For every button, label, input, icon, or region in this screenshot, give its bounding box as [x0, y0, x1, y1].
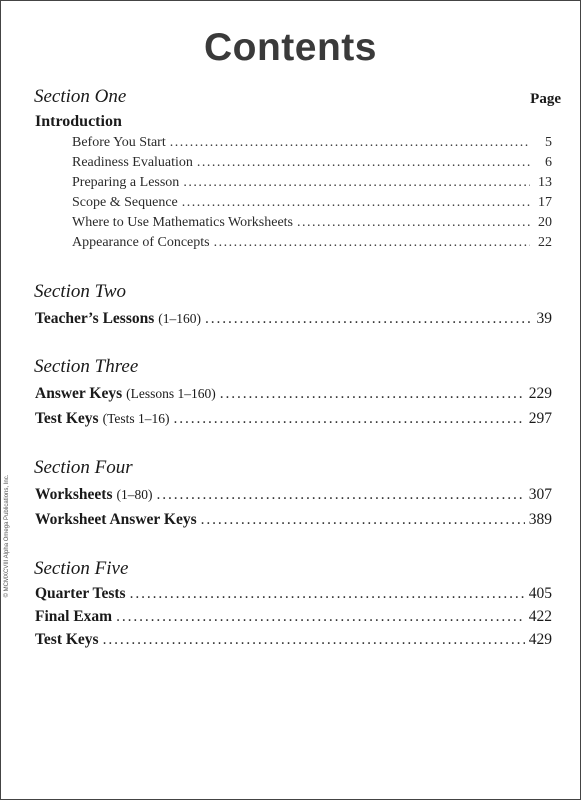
toc-entry[interactable] — [72, 195, 552, 211]
dot-leader — [170, 135, 530, 151]
toc-entry[interactable] — [72, 135, 552, 151]
toc-entry[interactable] — [35, 385, 552, 403]
toc-entry-label: Test Keys — [35, 631, 99, 648]
toc-entry-page: 389 — [528, 511, 552, 528]
dot-leader — [214, 235, 530, 251]
toc-entry[interactable] — [72, 215, 552, 231]
toc-entry-page: 429 — [528, 631, 552, 648]
section-heading-four: Section Four — [34, 457, 133, 478]
page-title: Contents — [204, 26, 377, 69]
toc-entry-page: 229 — [528, 385, 552, 402]
dot-leader — [183, 175, 530, 191]
toc-entry-page: 22 — [538, 235, 552, 250]
toc-entry-label: Final Exam — [35, 608, 113, 625]
page-column-header: Page — [530, 91, 561, 107]
dot-leader — [297, 215, 530, 231]
toc-entry-label: Quarter Tests — [35, 585, 126, 602]
dot-leader — [205, 310, 530, 328]
toc-entry-label: Preparing a Lesson — [72, 175, 180, 190]
toc-entry-label: Where to Use Mathematics Worksheets — [72, 215, 293, 230]
section-heading-one: Section One — [34, 86, 127, 107]
toc-entry[interactable] — [35, 310, 552, 328]
toc-entry-page: 17 — [538, 195, 552, 210]
toc-entry[interactable] — [35, 511, 552, 529]
toc-entry[interactable] — [72, 235, 552, 251]
toc-entry[interactable] — [35, 585, 552, 603]
toc-entry[interactable] — [35, 631, 552, 649]
toc-entry-label: Worksheets — [35, 486, 113, 503]
dot-leader — [182, 195, 530, 211]
toc-entry-detail: (Lessons 1–160) — [126, 386, 216, 401]
toc-entry[interactable] — [72, 175, 552, 191]
toc-entry-detail: (Tests 1–16) — [102, 411, 170, 426]
toc-entry-label: Answer Keys — [35, 385, 123, 402]
toc-entry-label: Worksheet Answer Keys — [35, 511, 197, 528]
dot-leader — [201, 511, 525, 529]
toc-entry-page: 5 — [545, 135, 552, 150]
toc-entry[interactable] — [35, 608, 552, 626]
toc-entry-page: 6 — [545, 155, 552, 170]
toc-entry-label: Teacher’s Lessons — [35, 310, 155, 327]
toc-entry-detail: (1–80) — [116, 487, 153, 502]
copyright-notice — [0, 440, 12, 640]
toc-entry-label: Readiness Evaluation — [72, 155, 193, 170]
toc-entry-label: Scope & Sequence — [72, 195, 178, 210]
section-heading-three: Section Three — [34, 356, 139, 377]
toc-entry-label: Before You Start — [72, 135, 166, 150]
toc-entry-detail: (1–160) — [158, 311, 202, 326]
toc-entry-page: 20 — [538, 215, 552, 230]
group-heading-introduction: Introduction — [35, 113, 122, 130]
toc-entry[interactable] — [35, 410, 552, 428]
section-heading-two: Section Two — [34, 281, 127, 302]
toc-entry-page: 422 — [528, 608, 552, 625]
toc-entry-page: 307 — [528, 486, 552, 503]
copyright-text: © MCMXCVIII Alpha Omega Publications, Inc. — [4, 474, 10, 598]
toc-entry-page: 405 — [528, 585, 552, 602]
toc-entry[interactable] — [72, 155, 552, 171]
dot-leader — [197, 155, 530, 171]
dot-leader — [116, 608, 525, 626]
toc-entry-label: Appearance of Concepts — [72, 235, 210, 250]
dot-leader — [157, 486, 525, 504]
dot-leader — [220, 385, 525, 403]
toc-entry-label: Test Keys — [35, 410, 99, 427]
toc-entry-page: 13 — [538, 175, 552, 190]
toc-entry-page: 297 — [528, 410, 552, 427]
section-heading-five: Section Five — [34, 558, 129, 579]
toc-entry[interactable] — [35, 486, 552, 504]
dot-leader — [103, 631, 525, 649]
toc-entry-page: 39 — [536, 310, 552, 327]
dot-leader — [174, 410, 525, 428]
dot-leader — [130, 585, 525, 603]
